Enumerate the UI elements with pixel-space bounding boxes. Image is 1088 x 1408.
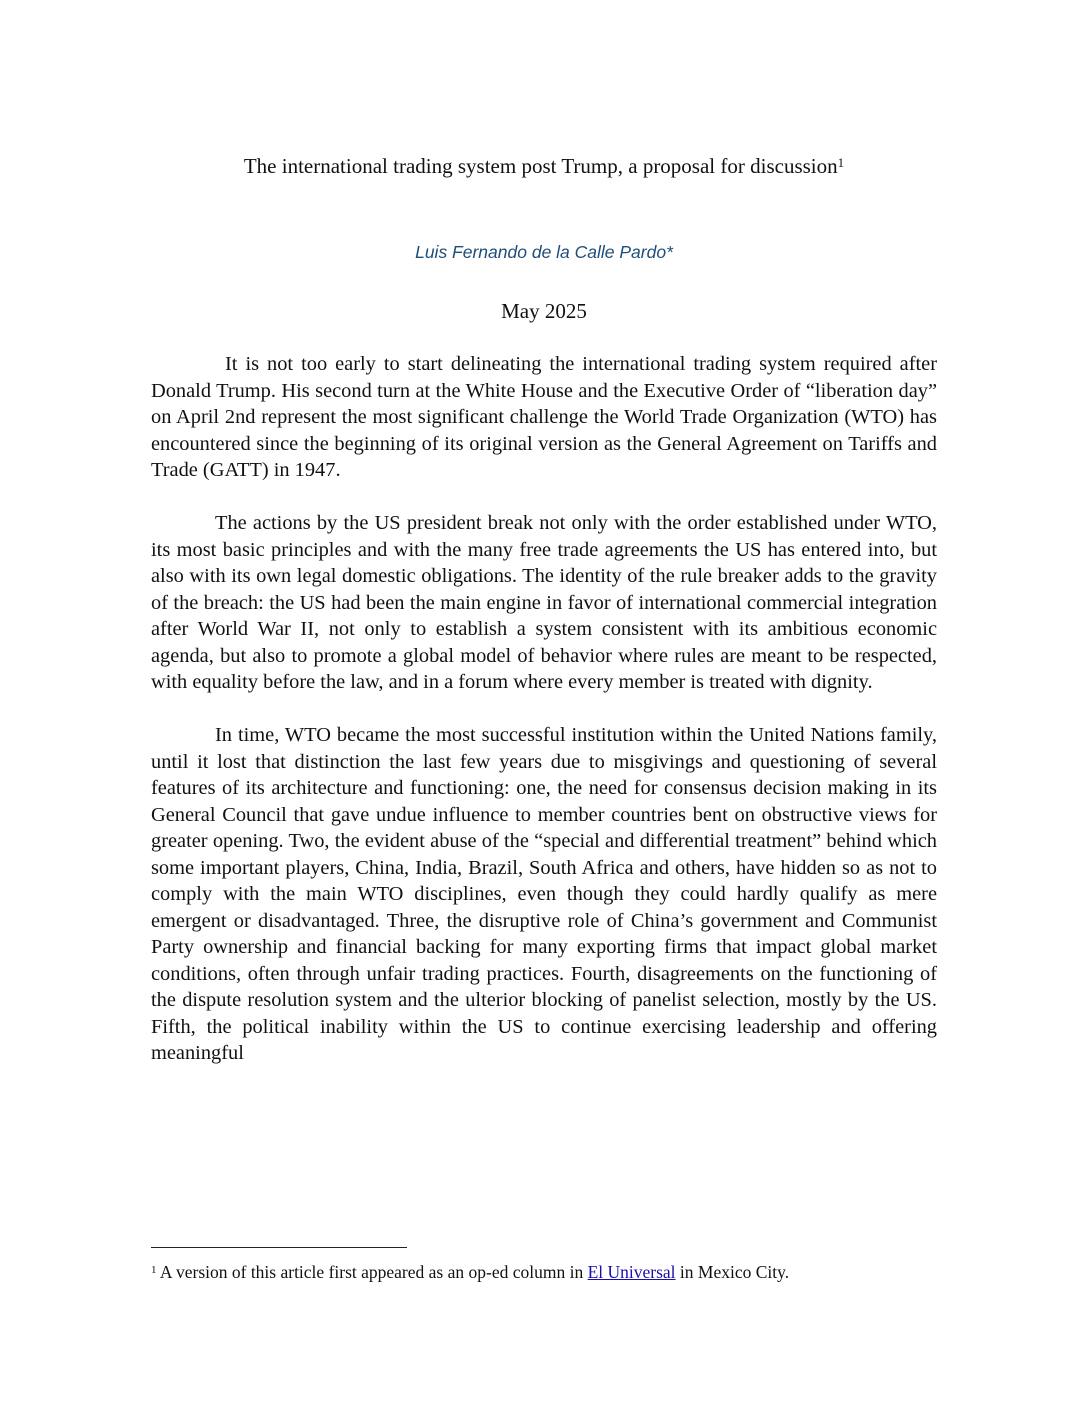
paragraph-3: In time, WTO became the most successful institution within the United Nations family, until it lost that distinction the last few years due to misgivings and questioning of several features of its architecture and functioning: one, the need for consensus decision making in its General Council that gave undue influence to member countries bent on obstructive views for greater opening. Two, the evident abuse of the “special and differential treatment” behind which some important players, China, India, Brazil, South Africa and others, have hidden so as not to comply with the main WTO disciplines, even though they could hardly qualify as mere emergent or disadvantaged. Three, the disruptive role of China’s government and Communist Party ownership and financial backing for many exporting firms that impact global market conditions, often through unfair trading practices. Fourth, disagreements on the functioning of the dispute resolution system and the ulterior blocking of panelist selection, mostly by the US. Fifth, the political inability within the US to continue exercising leadership and offering meaningful bbox=[151, 724, 937, 1064]
footnote-marker: 1 bbox=[151, 1264, 157, 1276]
author-name: Luis Fernando de la Calle Pardo* bbox=[415, 242, 673, 262]
footnote-divider bbox=[151, 1247, 407, 1248]
article-body bbox=[151, 351, 937, 1067]
paragraph-1: It is not too early to start delineating the international trading system required after Donald Trump. His second turn at the White House and the Executive Order of “liberation day” on April 2nd represent the most significant challenge the World Trade Organization (WTO) has encountered since the beginning of its original version as the General Agreement on Tariffs and Trade (GATT) in 1947. bbox=[151, 353, 937, 481]
paragraph-2: The actions by the US president break not only with the order established under WTO, its most basic principles and with the many free trade agreements the US has entered into, but also with its own legal domestic obligations. The identity of the rule breaker adds to the gravity of the breach: the US had been the main engine in favor of international commercial integration after World War II, not only to establish a system consistent with its ambitious economic agenda, but also to promote a global model of behavior where rules are meant to be respected, with equality before the law, and in a forum where every member is treated with dignity. bbox=[151, 512, 937, 693]
document-title bbox=[0, 152, 1088, 180]
title-text: The international trading system post Trump, a proposal for discussion bbox=[243, 154, 838, 178]
el-universal-link[interactable]: El Universal bbox=[587, 1262, 676, 1282]
footnote bbox=[151, 1261, 951, 1283]
footnote-text-before: A version of this article first appeared as an op-ed column in bbox=[159, 1262, 588, 1282]
title-footnote-marker[interactable]: 1 bbox=[837, 155, 845, 170]
publication-date: May 2025 bbox=[501, 299, 587, 323]
footnote-text-after: in Mexico City. bbox=[675, 1262, 790, 1282]
